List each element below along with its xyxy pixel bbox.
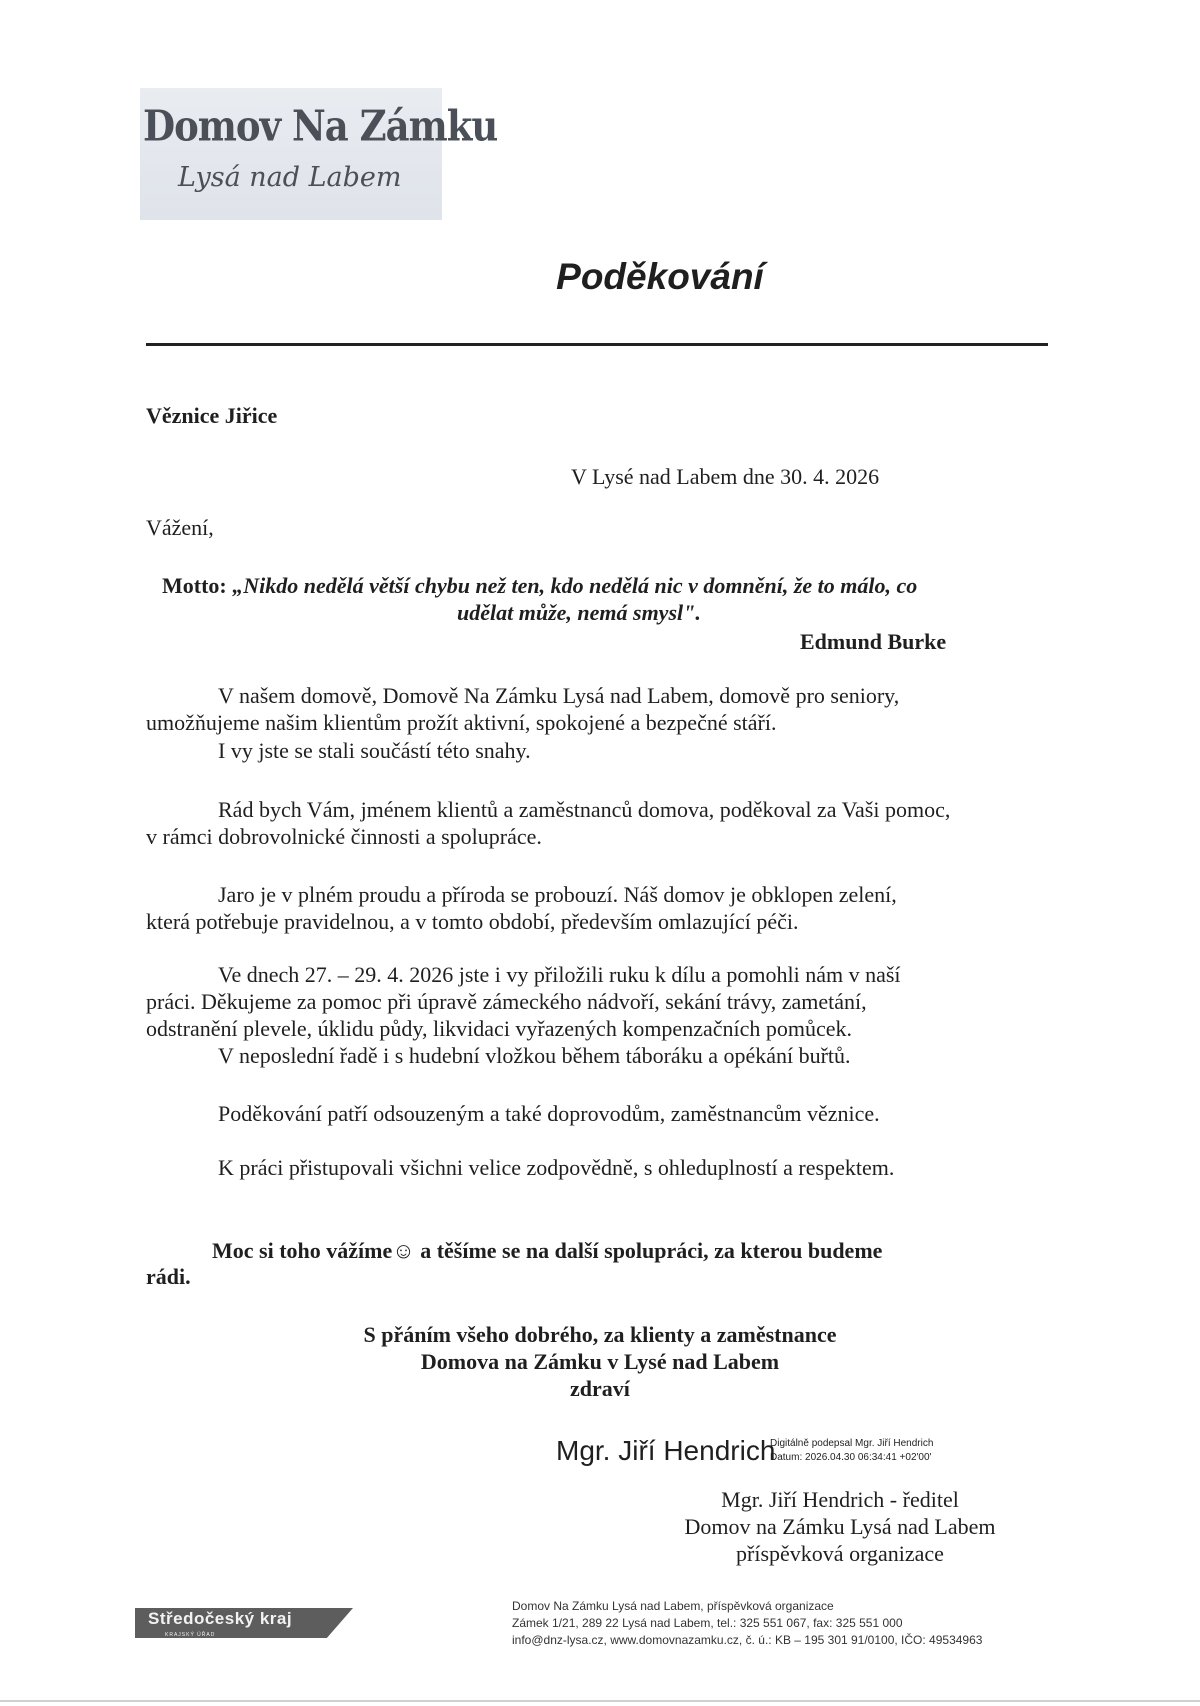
paragraph-5: Poděkování patří odsouzeným a také doprovodům, zaměstnancům věznice. [218,1101,880,1126]
paragraph-3-line1: Jaro je v plném proudu a příroda se probouzí. Náš domov je obklopen zelení, [218,882,897,907]
paragraph-1-line1: V našem domově, Domově Na Zámku Lysá nad Labem, domově pro seniory, [218,683,900,708]
footer-address [512,1598,982,1649]
motto-quote-line2: udělat může, nemá smysl". [457,600,701,625]
digital-signature-line2: Datum: 2026.04.30 06:34:41 +02'00' [770,1452,932,1463]
footer-line1: Domov Na Zámku Lysá nad Labem, příspěvková organizace [512,1599,834,1613]
logo-title: Domov Na Zámku [143,100,498,151]
digital-signature-line1: Digitálně podepsal Mgr. Jiří Hendrich [770,1438,934,1449]
title-divider [146,343,1048,346]
paragraph-4-line4: V neposlední řadě i s hudební vložkou během táboráku a opékání buřtů. [218,1043,851,1068]
motto-line1: Motto: „Nikdo nedělá větší chybu než ten, kdo nedělá nic v domnění, že to málo, co [162,573,918,598]
motto-quote-line1: „Nikdo nedělá větší chybu než ten, kdo nedělá nic v domnění, že to málo, co [232,573,918,598]
paragraph-4-line1: Ve dnech 27. – 29. 4. 2026 jste i vy přiložili ruku k dílu a pomohli nám v naší [218,962,901,987]
recipient: Věznice Jiřice [146,403,278,428]
footer-line3: info@dnz-lysa.cz, www.domovnazamku.cz, č. ú.: KB – 195 301 91/0100, IČO: 49534963 [512,1633,983,1647]
signatory-title-line1: Mgr. Jiří Hendrich - ředitel [721,1487,959,1512]
motto-author: Edmund Burke [800,629,947,654]
paragraph-2-line1: Rád bych Vám, jménem klientů a zaměstnanců domova, poděkoval za Vaši pomoc, [218,797,951,822]
signatory-title-line3: příspěvková organizace [736,1541,944,1566]
scan-edge-line [0,1700,1200,1702]
paragraph-3-line2: která potřebuje pravidelnou, a v tomto období, především omlazující péči. [146,909,799,934]
motto-label: Motto [162,573,220,598]
paragraph-4-line2: práci. Děkujeme za pomoc při úpravě zámeckého nádvoří, sekání trávy, zametání, [146,989,867,1014]
date-line: V Lysé nad Labem dne 30. 4. 2026 [571,464,880,489]
document-title: Poděkování [556,256,764,297]
greeting-line2: Domova na Zámku v Lysé nad Labem [420,1349,780,1374]
paragraph-4-line3: odstranění plevele, úklidu půdy, likvidaci vyřazených kompenzačních pomůcek. [146,1016,853,1041]
greeting-line3: zdraví [570,1376,630,1401]
logo-subtitle: Lysá nad Labem [178,162,402,193]
paragraph-6: K práci přistupovali všichni velice zodpovědně, s ohleduplností a respektem. [218,1155,895,1180]
paragraph-2-line2: v rámci dobrovolnické činnosti a spolupráce. [146,824,542,849]
salutation: Vážení, [146,515,214,540]
closing-line2: rádi. [146,1264,191,1289]
closing-line1: Moc si toho vážíme☺ a těšíme se na další spolupráci, za kterou budeme [212,1238,883,1263]
signatory-title-line2: Domov na Zámku Lysá nad Labem [684,1514,996,1539]
kraj-logo-text: Středočeský kraj [148,1609,293,1628]
signature-name: Mgr. Jiří Hendrich [556,1435,776,1466]
paragraph-1-line3: I vy jste se stali součástí této snahy. [218,738,531,763]
greeting-line1: S přáním všeho dobrého, za klienty a zaměstnance [363,1322,837,1347]
paragraph-1-line2: umožňujeme našim klientům prožít aktivní, spokojené a bezpečné stáří. [146,710,777,735]
kraj-logo-subtext: KRAJSKÝ ÚŘAD [165,1632,216,1638]
footer-line2: Zámek 1/21, 289 22 Lysá nad Labem, tel.: 325 551 067, fax: 325 551 000 [512,1616,903,1630]
